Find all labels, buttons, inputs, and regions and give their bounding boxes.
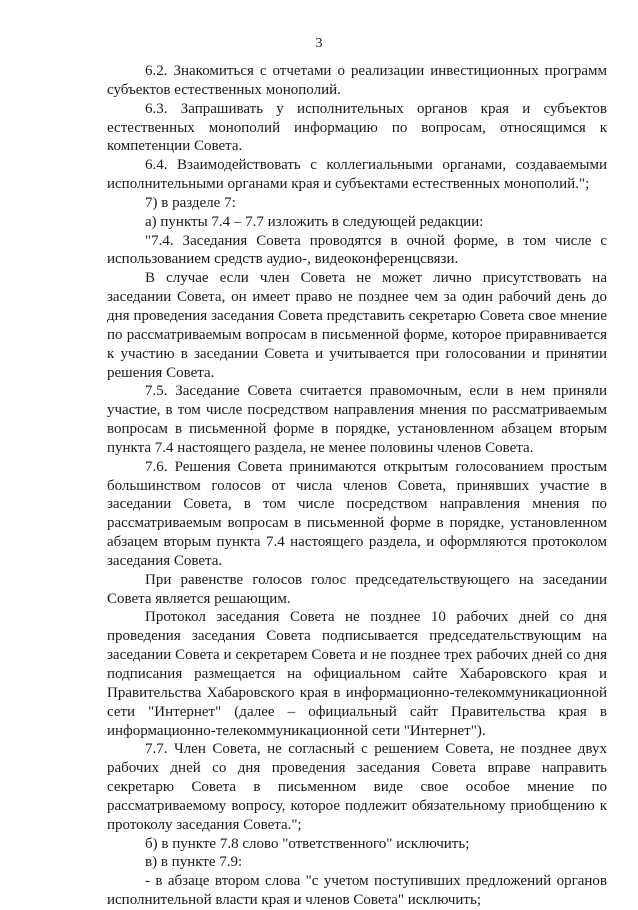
paragraph-tie-vote: При равенстве голосов голос председательствующего на заседании Совета является решающим.	[107, 571, 607, 607]
paragraph-item-b: б) в пункте 7.8 слово "ответственного" исключить;	[145, 835, 470, 852]
paragraph-7-5: 7.5. Заседание Совета считается правомочным, если в нем приняли участие, в том числе посредством направления мнения по рассматриваемым вопросам в письменной форме в порядке, установленном абзацем вторым пункта 7.4 настоящего раздела, не менее половины членов Совета.	[107, 383, 607, 456]
paragraph-second-abzac: - в абзаце втором слова "с учетом поступивших предложений органов исполнительной власти края и членов Совета" исключить;	[107, 873, 607, 909]
paragraph-section-7: 7) в разделе 7:	[145, 194, 236, 211]
paragraph-item-v: в) в пункте 7.9:	[145, 854, 243, 871]
paragraph-item-a: а) пункты 7.4 – 7.7 изложить в следующей редакции:	[145, 213, 484, 230]
paragraph-6-3: 6.3. Запрашивать у исполнительных органов края и субъектов естественных монополий информацию по вопросам, относящимся к компетенции Совета.	[107, 100, 607, 155]
paragraph-6-4: 6.4. Взаимодействовать с коллегиальными органами, создаваемыми исполнительными органами края и субъектами естественных монополий.";	[107, 157, 607, 193]
paragraph-7-4: "7.4. Заседания Совета проводятся в очной форме, в том числе с использованием средств аудио-, видеоконференцсвязи.	[107, 232, 607, 268]
paragraph-7-6: 7.6. Решения Совета принимаются открытым голосованием простым большинством голосов от числа членов Совета, принявших участие в заседании Совета, в том числе посредством направления мнения по рассматриваемым вопросам в письменной форме в порядке, установленном абзацем вторым пункта 7.4 настоящего раздела, и оформляются протоколом заседания Совета.	[107, 458, 607, 569]
page-number: 3	[315, 36, 323, 51]
paragraph-7-7: 7.7. Член Совета, не согласный с решением Совета, не позднее двух рабочих дней со дня проведения заседания Совета вправе направить секретарю Совета в письменном виде свое особое мнение по рассматриваемому вопросу, которое подлежит обязательному приобщению к протоколу заседания Совета.";	[107, 741, 607, 833]
document-body	[107, 62, 607, 910]
paragraph-6-2: 6.2. Знакомиться с отчетами о реализации инвестиционных программ субъектов естественных монополий.	[107, 63, 607, 98]
paragraph-protocol: Протокол заседания Совета не позднее 10 рабочих дней со дня проведения заседания Совета подписывается председательствующим на заседании Совета и секретарем Совета и не позднее трех рабочих дней со дня подписания размещается на официальном сайте Хабаровского края и Правительства Хабаровского края в информационно-телекоммуникационной сети "Интернет" (далее – официальный сайт Правительства края в информационно-телекоммуникационной сети "Интернет").	[107, 609, 607, 739]
paragraph-7-4-absent-member: В случае если член Совета не может лично присутствовать на заседании Совета, он имеет право не позднее чем за один рабочий день до дня проведения заседания Совета представить секретарю Совета свое мнение по рассматриваемым вопросам в письменной форме, которое приравнивается к участию в заседании Совета и учитывается при голосовании и принятии решения Совета.	[107, 270, 607, 381]
